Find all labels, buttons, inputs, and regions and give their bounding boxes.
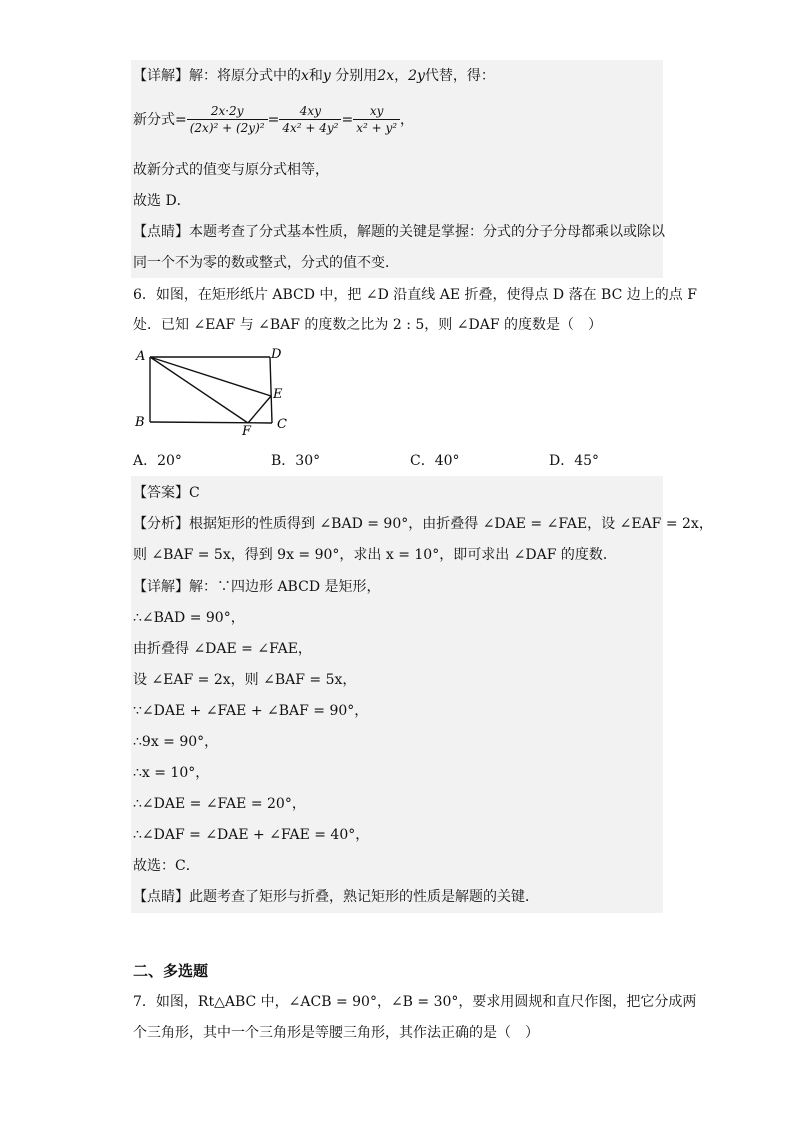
question-6-line-2: 处．已知 ∠EAF 与 ∠BAF 的度数之比为 2 : 5，则 ∠DAF 的度数是（ ） (133, 317, 602, 333)
step-5: ∵∠DAE + ∠FAE + ∠BAF = 90°， (133, 703, 369, 719)
analysis-line-2: 则 ∠BAF = 5x，得到 9x = 90°，求出 x = 10°，即可求出 ∠DAF 的度数． (133, 547, 617, 563)
choice-text: 故选 D． (133, 193, 191, 209)
comment-2: 【点睛】此题考查了矩形与折叠，熟记矩形的性质是解题的关键． (133, 889, 539, 905)
step-1: 【详解】解：∵四边形 ABCD 是矩形， (133, 579, 381, 595)
answer-text: 【答案】C (133, 485, 200, 501)
option-b[interactable]: B．30° (271, 453, 321, 469)
step-3: 由折叠得 ∠DAE = ∠FAE， (133, 641, 312, 657)
fraction-2: $\frac{4xy}{\text{4x² + 4y²}}$ (279, 104, 341, 136)
rectangle-fold-figure (128, 344, 298, 436)
step-9: ∴∠DAF = ∠DAE + ∠FAE = 40°， (133, 827, 370, 843)
question-7-line-2: 个三角形，其中一个三角形是等腰三角形，其作法正确的是（ ） (133, 1025, 539, 1041)
segment-bc (150, 422, 272, 423)
label-f: F (242, 424, 252, 436)
analysis-line-1: 【分析】根据矩形的性质得到 ∠BAD = 90°，由折叠得 ∠DAE = ∠FAE，设 ∠EAF = 2x， (133, 516, 713, 532)
segment-ae (150, 357, 271, 396)
step-10: 故选：C． (133, 858, 200, 874)
segment-af (150, 357, 248, 423)
segment-ef (248, 396, 271, 423)
step-8: ∴∠DAE = ∠FAE = 20°， (133, 796, 306, 812)
solution-block-2 (131, 476, 663, 913)
step-2: ∴∠BAD = 90°， (133, 610, 245, 626)
label-e: E (273, 387, 283, 402)
comment-line-1: 【点睛】本题考查了分式基本性质，解题的关键是掌握：分式的分子分母都乘以或除以 (133, 224, 665, 240)
fraction-1: $\frac{2x\cdot 2y}{\text{(2x)² + (2y)²}}$ (187, 104, 268, 136)
fraction-3: $\frac{xy}{\text{x² + y²}}$ (353, 104, 400, 136)
question-6-line-1: 6．如图，在矩形纸片 ABCD 中，把 ∠D 沿直线 AE 折叠，使得点 D 落在 BC 边上的点 F (133, 287, 697, 303)
label-a: A (136, 349, 146, 364)
step-6: ∴9x = 90°， (133, 734, 219, 750)
label-b: B (135, 415, 145, 430)
conclusion-text: 故新分式的值变与原分式相等， (133, 162, 329, 178)
detail-intro: 【详解】解：将原分式中的x和y 分别用2x，2y代替，得： (133, 68, 495, 84)
step-4: 设 ∠EAF = 2x，则 ∠BAF = 5x， (133, 672, 357, 688)
question-7-line-1: 7．如图，Rt△ABC 中，∠ACB = 90°，∠B = 30°，要求用圆规和直尺作图，把它分成两 (133, 994, 697, 1010)
step-7: ∴x = 10°， (133, 765, 210, 781)
option-d[interactable]: D．45° (549, 453, 600, 469)
new-fraction-equation: 新分式= $\frac{2x\cdot 2y}{\text{(2x)² + (2y)²}}$ = $\frac{4xy}{\text{4x² + 4y²}}$ = $\frac{xy}{\text{x² + y²}}$ ， (133, 104, 415, 135)
section-title: 二、多选题 (133, 962, 209, 980)
label-c: C (277, 417, 287, 432)
label-d: D (271, 347, 282, 362)
comment-line-2: 同一个不为零的数或整式，分式的值不变． (133, 255, 399, 271)
option-c[interactable]: C．40° (410, 453, 460, 469)
option-a[interactable]: A．20° (133, 453, 182, 469)
segment-dc (270, 357, 272, 423)
